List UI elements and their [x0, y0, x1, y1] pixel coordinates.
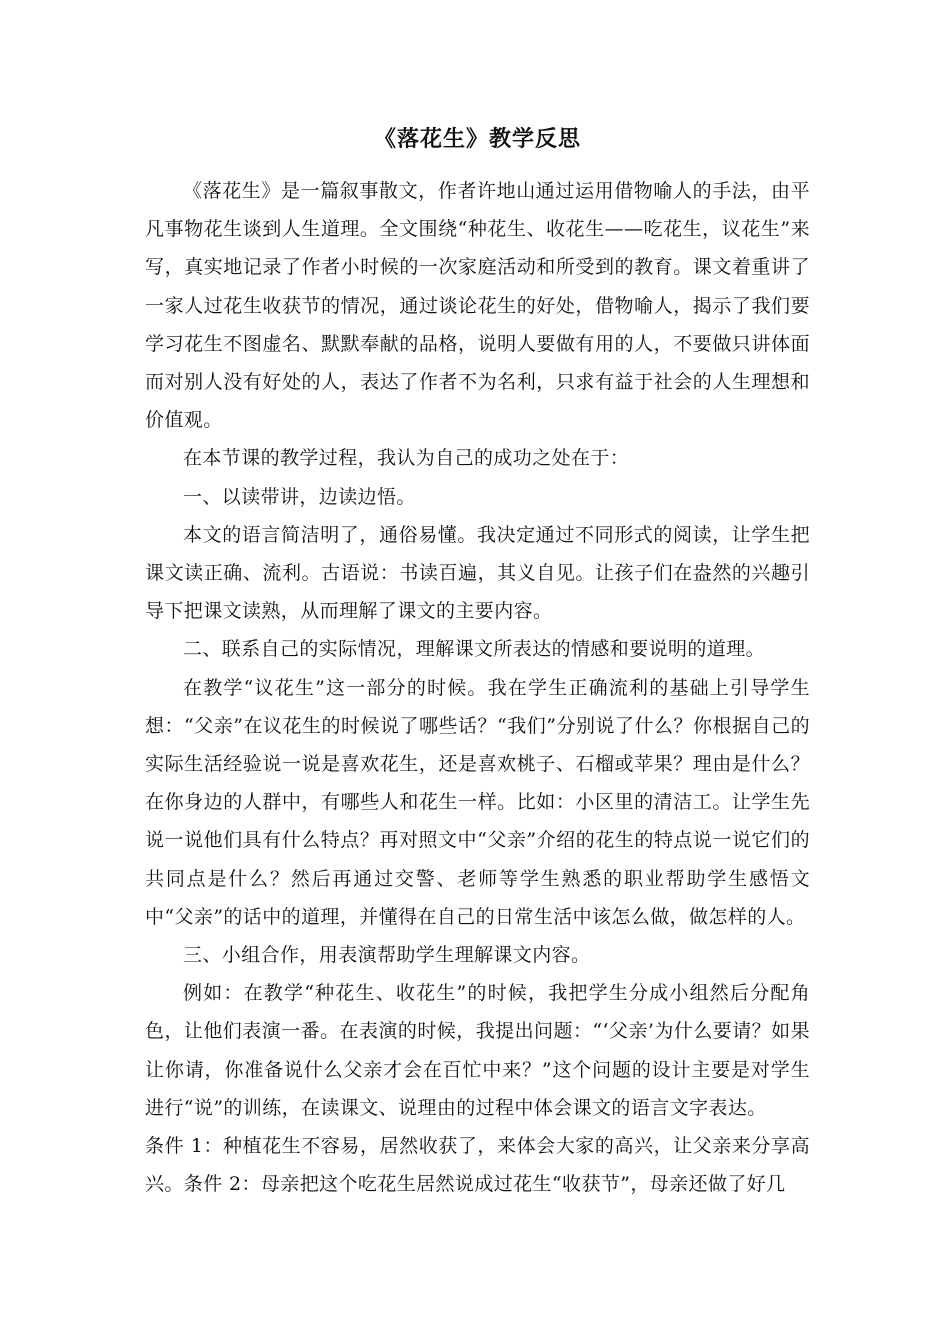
section-heading-1: 一、以读带讲，边读边悟。: [183, 485, 416, 508]
document-title: 《落花生》教学反思: [373, 127, 581, 152]
section-heading-2: 二、联系自己的实际情况，理解课文所表达的情感和要说明的道理。: [183, 638, 766, 661]
paragraph-section-1: 本文的语言简洁明了，通俗易懂。我决定通过不同形式的阅读，让学生把课文读正确、流利。古语说：书读百遍，其义自见。让孩子们在盎然的兴趣引导下把课文读熟，从而理解了课文的主要内容。: [145, 523, 810, 623]
paragraph-intro: 《落花生》是一篇叙事散文，作者许地山通过运用借物喻人的手法，由平凡事物花生谈到人生道理。全文围绕“种花生、收花生——吃花生，议花生”来写，真实地记录了作者小时候的一次家庭活动和所受到的教育。课文着重讲了一家人过花生收获节的情况，通过谈论花生的好处，借物喻人，揭示了我们要学习花生不图虚名、默默奉献的品格，说明人要做有用的人，不要做只讲体面而对别人没有好处的人，表达了作者不为名利，只求有益于社会的人生理想和价值观。: [145, 180, 810, 432]
paragraph-section-2: 在教学“议花生”这一部分的时候。我在学生正确流利的基础上引导学生想：“父亲”在议花生的时候说了哪些话？“我们”分别说了什么？你根据自己的实际生活经验说一说是喜欢花生，还是喜欢桃子、石榴或苹果？理由是什么？在你身边的人群中，有哪些人和花生一样。比如：小区里的清洁工。让学生先说一说他们具有什么特点？再对照文中“父亲”介绍的花生的特点说一说它们的共同点是什么？然后再通过交警、老师等学生熟悉的职业帮助学生感悟文中“父亲”的话中的道理，并懂得在自己的日常生活中该怎么做，做怎样的人。: [145, 676, 810, 928]
paragraph-conditions: 条件 1：种植花生不容易，居然收获了，来体会大家的高兴，让父亲来分享高兴。条件 2：母亲把这个吃花生居然说成过花生“收获节”，母亲还做了好几: [145, 1135, 810, 1196]
document-page: [145, 120, 810, 1203]
paragraph-success-intro: 在本节课的教学过程，我认为自己的成功之处在于：: [183, 447, 630, 470]
section-heading-3: 三、小组合作，用表演帮助学生理解课文内容。: [183, 944, 591, 967]
paragraph-section-3: 例如：在教学“种花生、收花生”的时候，我把学生分成小组然后分配角色，让他们表演一番。在表演的时候，我提出问题：“‘父亲’为什么要请？如果让你请，你准备说什么父亲才会在百忙中来？”这个问题的设计主要是对学生进行“说”的训练，在读课文、说理由的过程中体会课文的语言文字表达。: [145, 982, 810, 1119]
